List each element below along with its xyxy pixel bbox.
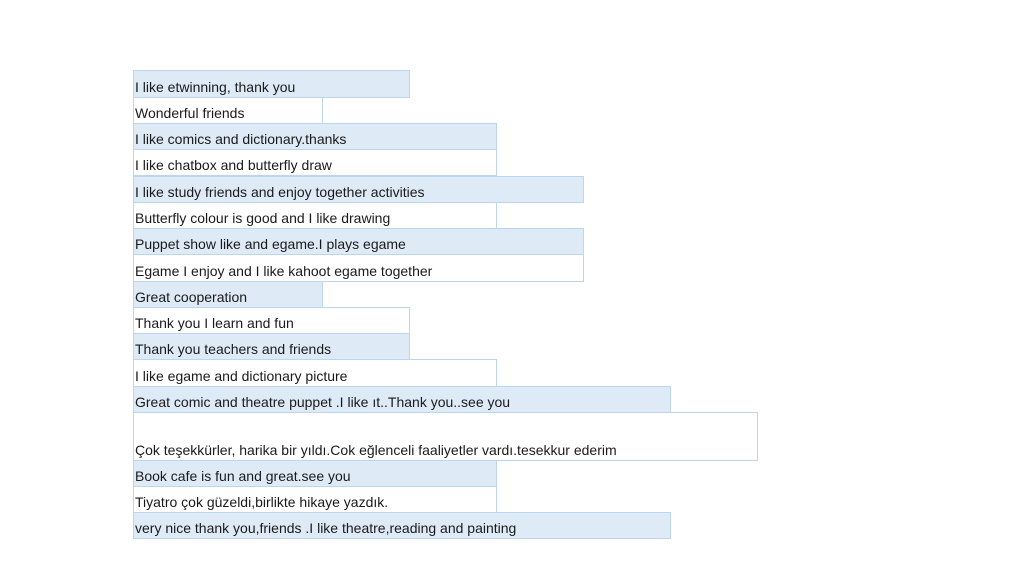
comment-row <box>133 97 323 124</box>
comment-text: Butterfly colour is good and I like drawing <box>135 210 391 226</box>
comment-text: Egame I enjoy and I like kahoot egame together <box>135 263 433 279</box>
comment-text: I like etwinning, thank you <box>135 79 296 95</box>
comment-text: very nice thank you,friends .I like theatre,reading and painting <box>135 520 517 536</box>
comment-text: I like study friends and enjoy together activities <box>135 184 425 200</box>
comment-row <box>133 281 323 308</box>
comment-text: Thank you teachers and friends <box>135 341 332 357</box>
comment-row <box>133 307 410 334</box>
comment-row <box>133 386 671 413</box>
comment-text: Book cafe is fun and great.see you <box>135 468 351 484</box>
comment-row <box>133 512 671 539</box>
comment-text: Great cooperation <box>135 289 248 305</box>
comment-text: Çok teşekkürler, harika bir yıldı.Cok eğlenceli faaliyetler vardı.tesekkur ederim <box>135 442 617 458</box>
comment-row <box>133 254 584 282</box>
comment-row <box>133 359 497 387</box>
comment-text: Great comic and theatre puppet .I like ıt..Thank you..see you <box>135 394 511 410</box>
comment-text: Wonderful friends <box>135 105 245 121</box>
comment-row <box>133 228 584 255</box>
comment-row <box>133 176 584 203</box>
comment-text: Puppet show like and egame.I plays egame <box>135 236 406 252</box>
comment-row <box>133 202 497 229</box>
comment-text: I like comics and dictionary.thanks <box>135 131 347 147</box>
comment-row <box>133 70 410 98</box>
comment-row <box>133 412 758 461</box>
comment-row <box>133 460 497 487</box>
comment-text: Tiyatro çok güzeldi,birlikte hikaye yazdık. <box>135 494 389 510</box>
comment-row <box>133 123 497 150</box>
comment-row <box>133 486 497 513</box>
comment-text: Thank you I learn and fun <box>135 315 294 331</box>
comment-row <box>133 149 497 176</box>
comment-row <box>133 333 410 360</box>
comment-text: I like chatbox and butterfly draw <box>135 157 332 173</box>
comment-text: I like egame and dictionary picture <box>135 368 348 384</box>
